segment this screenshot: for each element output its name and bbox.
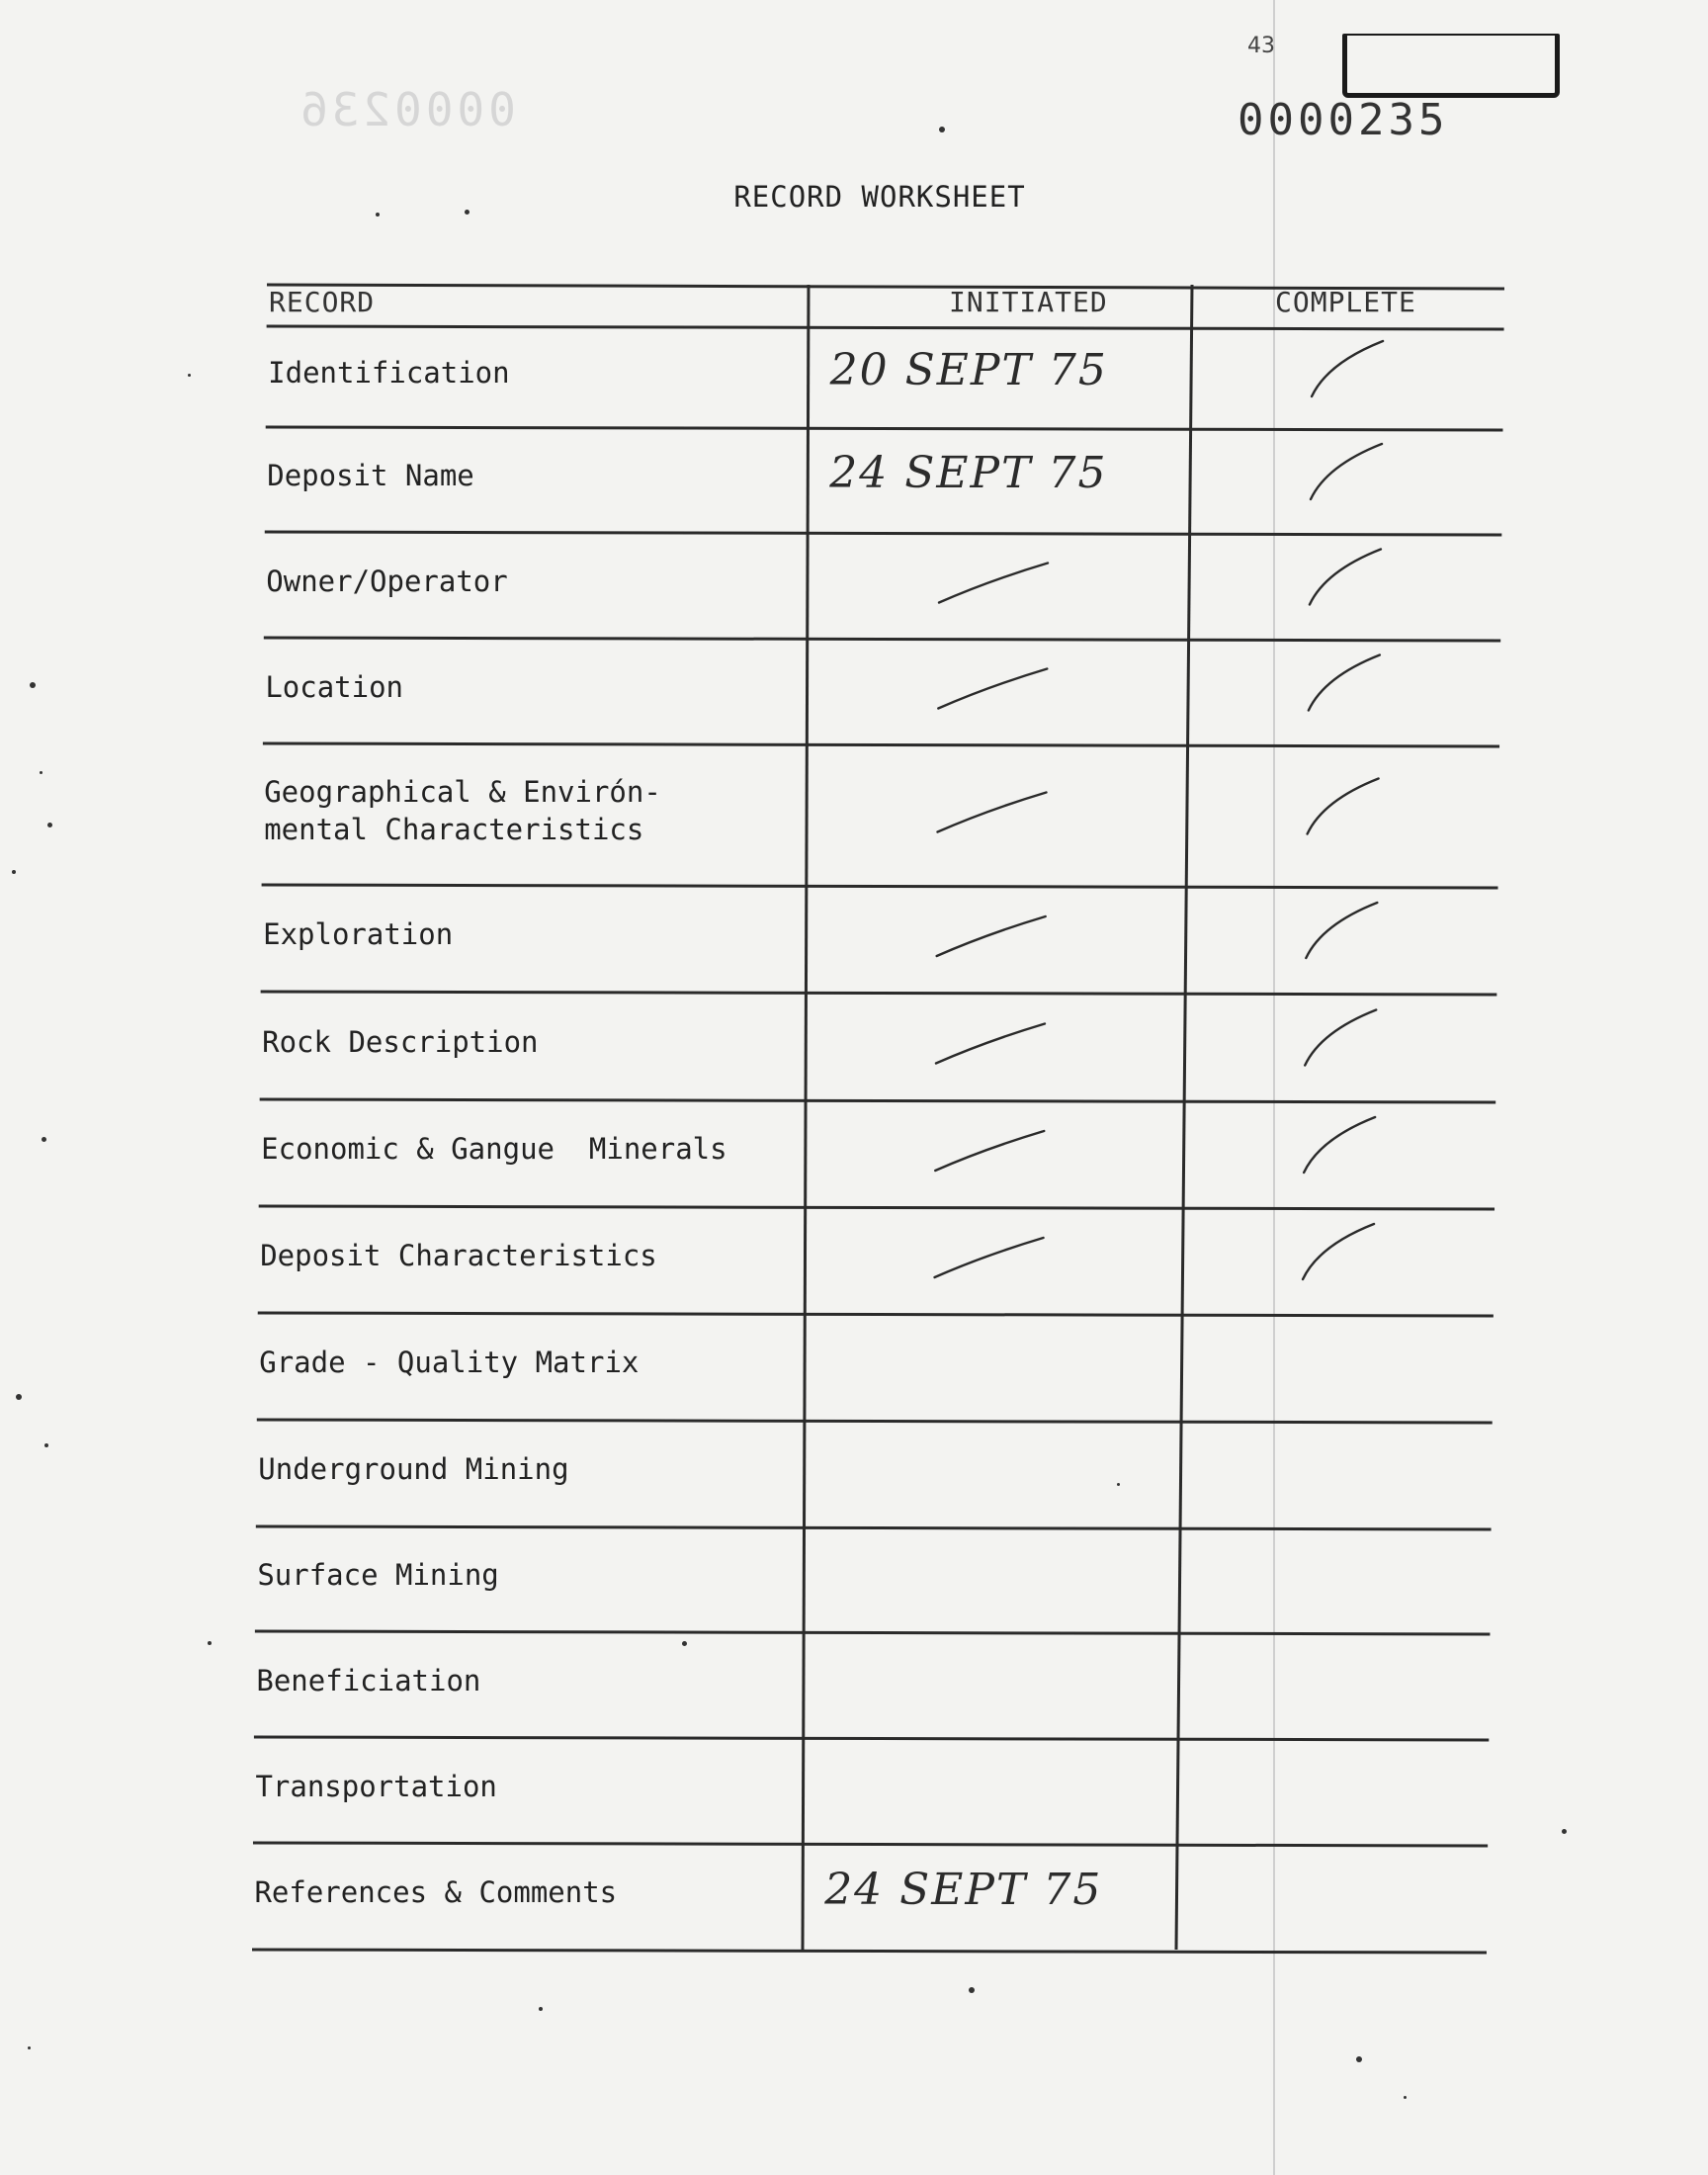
scan-speck [28, 2046, 31, 2049]
row-rule [264, 638, 1500, 641]
row-rule [263, 743, 1499, 746]
scan-speck [939, 127, 945, 132]
record-label: Location [265, 669, 404, 704]
scan-speck [30, 682, 36, 688]
record-label: Identification [268, 356, 510, 390]
scan-speck [188, 374, 191, 377]
initiated-date: 20 SEPT 75 [829, 345, 1108, 395]
page-title: RECORD WORKSHEET [733, 180, 1026, 214]
row-rule [260, 1099, 1496, 1102]
record-label: Surface Mining [257, 1558, 499, 1592]
row-rule [252, 1950, 1487, 1953]
scan-speck [208, 1641, 212, 1645]
initiated-check-mark [935, 1238, 1044, 1277]
complete-check-mark [1312, 341, 1383, 396]
page-mark: 43 [1247, 34, 1275, 58]
row-rule [257, 1420, 1493, 1423]
complete-check-mark [1303, 1224, 1374, 1279]
complete-check-mark [1310, 550, 1381, 605]
record-label: Geographical & Envirón- mental Characteristics [264, 774, 661, 846]
header-rule [267, 326, 1504, 329]
scan-speck [1404, 2096, 1407, 2099]
initiated-check-mark [935, 1131, 1044, 1171]
record-label: Exploration [263, 917, 454, 951]
complete-check-mark [1304, 1117, 1375, 1173]
row-rule [258, 1313, 1494, 1316]
complete-check-mark [1308, 779, 1379, 834]
complete-check-mark [1306, 903, 1377, 958]
record-label: Grade - Quality Matrix [259, 1346, 640, 1379]
record-label: Underground Mining [258, 1452, 569, 1486]
row-rule [261, 992, 1497, 995]
scan-speck [40, 771, 43, 774]
record-label: Owner/Operator [266, 564, 508, 598]
row-rule [259, 1206, 1494, 1209]
record-label: Rock Description [262, 1024, 539, 1059]
initiated-check-mark [936, 1024, 1045, 1064]
scan-speck [1356, 2056, 1362, 2062]
initiated-check-mark [938, 793, 1047, 832]
scan-speck [12, 870, 16, 874]
column-header-complete: COMPLETE [1275, 286, 1416, 318]
row-rule [255, 1631, 1491, 1634]
record-label: References & Comments [254, 1875, 618, 1909]
row-rule [254, 1737, 1489, 1740]
record-label: Transportation [255, 1769, 497, 1803]
bleed-through-number: 0000236 [297, 83, 516, 136]
initiated-date: 24 SEPT 75 [829, 448, 1108, 498]
complete-check-mark [1311, 444, 1382, 499]
scan-speck [44, 1443, 48, 1447]
scan-speck [376, 213, 380, 217]
record-label: Deposit Name [267, 459, 474, 492]
scan-speck [1562, 1829, 1567, 1834]
scan-speck [16, 1394, 22, 1400]
column-header-record: RECORD [269, 286, 376, 318]
record-label: Beneficiation [256, 1663, 481, 1697]
initiated-check-mark [939, 564, 1048, 603]
document-number: 0000235 [1238, 95, 1449, 145]
scan-speck [969, 1987, 975, 1993]
scan-speck [47, 823, 52, 827]
row-rule [256, 1526, 1492, 1529]
initiated-date: 24 SEPT 75 [824, 1865, 1103, 1915]
record-label: Deposit Characteristics [260, 1239, 657, 1272]
initiated-check-mark [938, 669, 1047, 709]
row-rule [265, 532, 1502, 535]
complete-check-mark [1305, 1010, 1376, 1066]
row-rule [253, 1843, 1488, 1846]
column-header-initiated: INITIATED [949, 286, 1108, 318]
scan-speck [539, 2007, 543, 2011]
record-label: Economic & Gangue Minerals [261, 1132, 727, 1166]
scan-speck [682, 1641, 687, 1646]
scan-speck [1117, 1483, 1120, 1486]
complete-check-mark [1309, 655, 1380, 711]
initiated-check-mark [937, 916, 1046, 956]
row-rule [266, 427, 1503, 430]
scan-speck [42, 1137, 46, 1142]
row-rule [262, 885, 1498, 888]
scan-speck [465, 210, 470, 215]
